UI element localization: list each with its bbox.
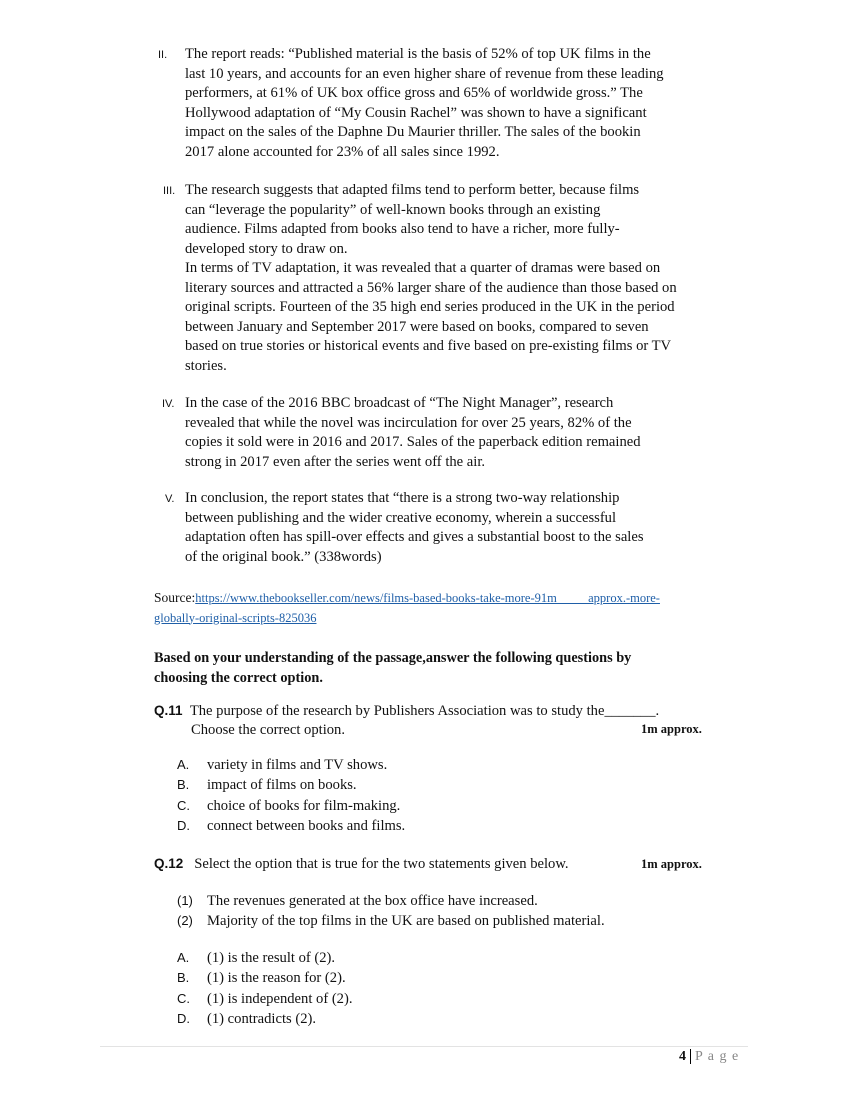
- marks-label: 1m approx.: [641, 857, 702, 871]
- answer-option-text: (1) contradicts (2).: [207, 1010, 317, 1027]
- question-12: [154, 854, 569, 875]
- answer-option-letter: A.: [177, 950, 190, 965]
- item-marker: IV.: [162, 398, 175, 410]
- paragraph-line: revealed that while the novel was incirculation for over 25 years, 82% of the: [185, 414, 632, 431]
- answer-option: [177, 1009, 316, 1029]
- statement-letter: (1): [177, 893, 193, 908]
- footer-divider: [100, 1046, 748, 1047]
- paragraph-line: between publishing and the wider creative economy, wherein a successful: [185, 509, 617, 526]
- source-citation: [154, 588, 660, 628]
- question-number: Q.11: [154, 703, 183, 718]
- paragraph-line: literary sources and attracted a 56% larger share of the audience than those based on: [185, 279, 677, 296]
- answer-option-text: connect between books and films.: [207, 817, 406, 834]
- answer-option: [177, 989, 353, 1009]
- source-link[interactable]: https://www.thebookseller.com/news/films-based-books-take-more-91m approx.-more-: [195, 591, 660, 605]
- statement: [177, 911, 605, 931]
- question-text: Choose the correct option.: [191, 721, 346, 738]
- paragraph-line: based on true stories or historical events and five based on pre-existing films or TV: [185, 338, 672, 354]
- paragraph-line: Hollywood adaptation of “My Cousin Rachel” was shown to have a significant: [185, 104, 647, 121]
- answer-option-letter: A.: [177, 757, 190, 772]
- paragraph-line: between January and September 2017 were based on books, compared to seven: [185, 318, 649, 335]
- answer-option: [177, 755, 387, 775]
- page-label: P a g e: [695, 1049, 740, 1064]
- statement: [177, 891, 538, 911]
- answer-option-letter: C.: [177, 797, 190, 813]
- paragraph-line: audience. Films adapted from books also tend to have a richer, more fully-: [185, 221, 620, 237]
- item-marker: V.: [165, 493, 175, 505]
- instruction: [154, 648, 631, 688]
- page-footer: [679, 1049, 739, 1065]
- paragraph-line: strong in 2017 even after the series went off the air.: [185, 453, 486, 470]
- instruction-line: choosing the correct option.: [154, 670, 323, 686]
- paragraph-line: copies it sold were in 2016 and 2017. Sales of the paperback edition remained: [185, 434, 641, 450]
- paragraph-line: can “leverage the popularity” of well-known books through an existing: [185, 201, 601, 218]
- question-11: [154, 702, 659, 739]
- paragraph-line: In terms of TV adaptation, it was revealed that a quarter of dramas were based on: [185, 260, 661, 276]
- passage-paragraph: [185, 45, 664, 162]
- paragraph-line: stories.: [185, 357, 227, 374]
- answer-option: [177, 968, 346, 988]
- statement-text: Majority of the top films in the UK are based on published material.: [207, 913, 605, 930]
- answer-option-text: variety in films and TV shows.: [207, 757, 388, 773]
- item-marker: II.: [158, 49, 168, 61]
- paragraph-line: impact on the sales of the Daphne Du Maurier thriller. The sales of the bookin: [185, 124, 641, 140]
- passage-paragraph: [185, 181, 677, 376]
- source-link-continued[interactable]: globally-original-scripts-825036: [154, 610, 317, 625]
- marks-label: 1m approx.: [641, 722, 702, 736]
- paragraph-line: The report reads: “Published material is the basis of 52% of top UK films in the: [185, 46, 651, 62]
- source-label: Source:: [154, 590, 196, 605]
- answer-option-text: (1) is the result of (2).: [207, 950, 336, 966]
- answer-option: [177, 816, 405, 836]
- answer-option-letter: B.: [177, 777, 190, 793]
- question-text: Select the option that is true for the two statements given below.: [194, 856, 569, 872]
- paragraph-line: performers, at 61% of UK box office gross and 65% of worldwide gross.” The: [185, 85, 643, 101]
- answer-option-letter: C.: [177, 990, 190, 1006]
- paragraph-line: 2017 alone accounted for 23% of all sales since 1992.: [185, 143, 500, 160]
- answer-option-text: (1) is independent of (2).: [207, 990, 353, 1007]
- paragraph-line: In the case of the 2016 BBC broadcast of “The Night Manager”, research: [185, 395, 614, 411]
- answer-option-letter: D.: [177, 1010, 190, 1026]
- answer-option: [177, 796, 400, 816]
- question-number: Q.12: [154, 856, 184, 871]
- answer-option: [177, 775, 357, 795]
- answer-option-letter: D.: [177, 817, 190, 833]
- paragraph-line: last 10 years, and accounts for an even higher share of revenue from these leading: [185, 65, 664, 82]
- page-number: 4: [679, 1049, 686, 1064]
- passage-paragraph: [185, 489, 644, 567]
- answer-option-text: (1) is the reason for (2).: [207, 970, 346, 987]
- paragraph-line: developed story to draw on.: [185, 240, 348, 257]
- paragraph-line: In conclusion, the report states that “there is a strong two-way relationship: [185, 490, 620, 506]
- paragraph-line: adaptation often has spill-over effects and gives a substantial boost to the sales: [185, 529, 644, 545]
- passage-paragraph: [185, 394, 641, 472]
- answer-option-text: impact of films on books.: [207, 777, 357, 794]
- paragraph-line: of the original book.” (338words): [185, 548, 382, 565]
- instruction-line: Based on your understanding of the passage,answer the following questions by: [154, 650, 632, 666]
- answer-option-letter: B.: [177, 970, 190, 986]
- item-marker: III.: [163, 185, 176, 197]
- statement-text: The revenues generated at the box office have increased.: [207, 893, 538, 909]
- answer-option-text: choice of books for film-making.: [207, 797, 401, 814]
- statement-letter: (2): [177, 913, 193, 929]
- paragraph-line: original scripts. Fourteen of the 35 high end series produced in the UK in the period: [185, 299, 675, 315]
- question-text: The purpose of the research by Publishers Association was to study the_______.: [189, 703, 660, 719]
- paragraph-line: The research suggests that adapted films tend to perform better, because films: [185, 182, 640, 198]
- answer-option: [177, 948, 335, 968]
